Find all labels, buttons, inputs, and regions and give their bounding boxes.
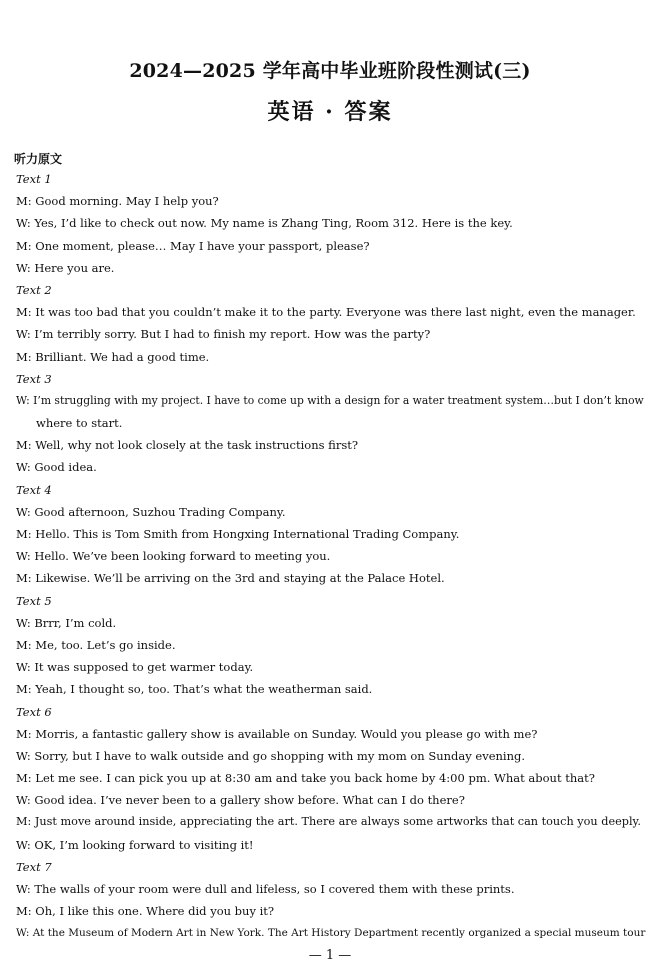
dialog-line: M: Hello. This is Tom Smith from Hongxing International Trading Company. (16, 527, 460, 541)
page-subtitle: 英语 · 答案 (267, 99, 393, 125)
text-label: Text 5 (16, 593, 52, 608)
dialog-line: W: I’m terribly sorry. But I had to finish my report. How was the party? (16, 327, 431, 342)
dialog-line: M: Likewise. We’ll be arriving on the 3rd and staying at the Palace Hotel. (16, 571, 445, 586)
dialog-line: M: Me, too. Let’s go inside. (16, 637, 176, 652)
text-label: Text 4 (16, 482, 52, 497)
dialog-line: W: Hello. We’ve been looking forward to meeting you. (16, 549, 331, 564)
dialog-line: M: One moment, please… May I have your passport, please? (16, 238, 370, 253)
page-title: 2024—2025 学年高中毕业班阶段性测试(三) (129, 60, 531, 82)
dialog-line: M: Morris, a fantastic gallery show is available on Sunday. Would you please go with me? (16, 726, 538, 741)
transcript-body (16, 168, 648, 945)
text-label: Text 6 (16, 704, 52, 719)
dialog-line-continuation: where to start. (36, 416, 123, 431)
dialog-line: W: Sorry, but I have to walk outside and go shopping with my mom on Sunday evening. (16, 748, 526, 763)
dialog-line: W: Yes, I’d like to check out now. My name is Zhang Ting, Room 312. Here is the key. (16, 216, 513, 231)
dialog-line: M: Just move around inside, appreciating the art. There are always some artworks that can touch you deeply. (16, 815, 641, 829)
page-number: — 1 — (308, 948, 352, 963)
text-label: Text 2 (16, 282, 52, 297)
text-label: Text 3 (16, 371, 52, 386)
dialog-line: W: Brrr, I’m cold. (16, 615, 117, 630)
section-heading: 听力原文 (14, 152, 63, 166)
dialog-line: M: It was too bad that you couldn’t make it to the party. Everyone was there last night, even the manager. (16, 305, 636, 320)
dialog-line: W: Here you are. (16, 260, 115, 275)
dialog-line: W: It was supposed to get warmer today. (16, 660, 254, 675)
dialog-line: W: Good afternoon, Suzhou Trading Company. (16, 504, 286, 519)
dialog-line: M: Brilliant. We had a good time. (16, 349, 210, 364)
dialog-line: M: Good morning. May I help you? (16, 194, 219, 209)
dialog-line: W: Good idea. I’ve never been to a gallery show before. What can I do there? (16, 793, 465, 808)
dialog-line: W: At the Museum of Modern Art in New York. The Art History Department recently organized a special museum tour (16, 927, 646, 940)
dialog-line: M: Yeah, I thought so, too. That’s what the weatherman said. (16, 682, 373, 697)
dialog-line: M: Let me see. I can pick you up at 8:30 am and take you back home by 4:00 pm. What about that? (16, 771, 595, 786)
dialog-line: W: I’m struggling with my project. I have to come up with a design for a water treatment system…but I don’t know (16, 393, 644, 407)
dialog-line: W: The walls of your room were dull and lifeless, so I covered them with these prints. (16, 882, 515, 896)
dialog-line: M: Oh, I like this one. Where did you buy it? (16, 904, 275, 919)
dialog-line: W: OK, I’m looking forward to visiting it! (16, 837, 254, 852)
dialog-line: W: Good idea. (16, 460, 97, 475)
text-label: Text 1 (16, 172, 52, 186)
text-label: Text 7 (16, 859, 52, 874)
dialog-line: M: Well, why not look closely at the task instructions first? (16, 438, 359, 453)
